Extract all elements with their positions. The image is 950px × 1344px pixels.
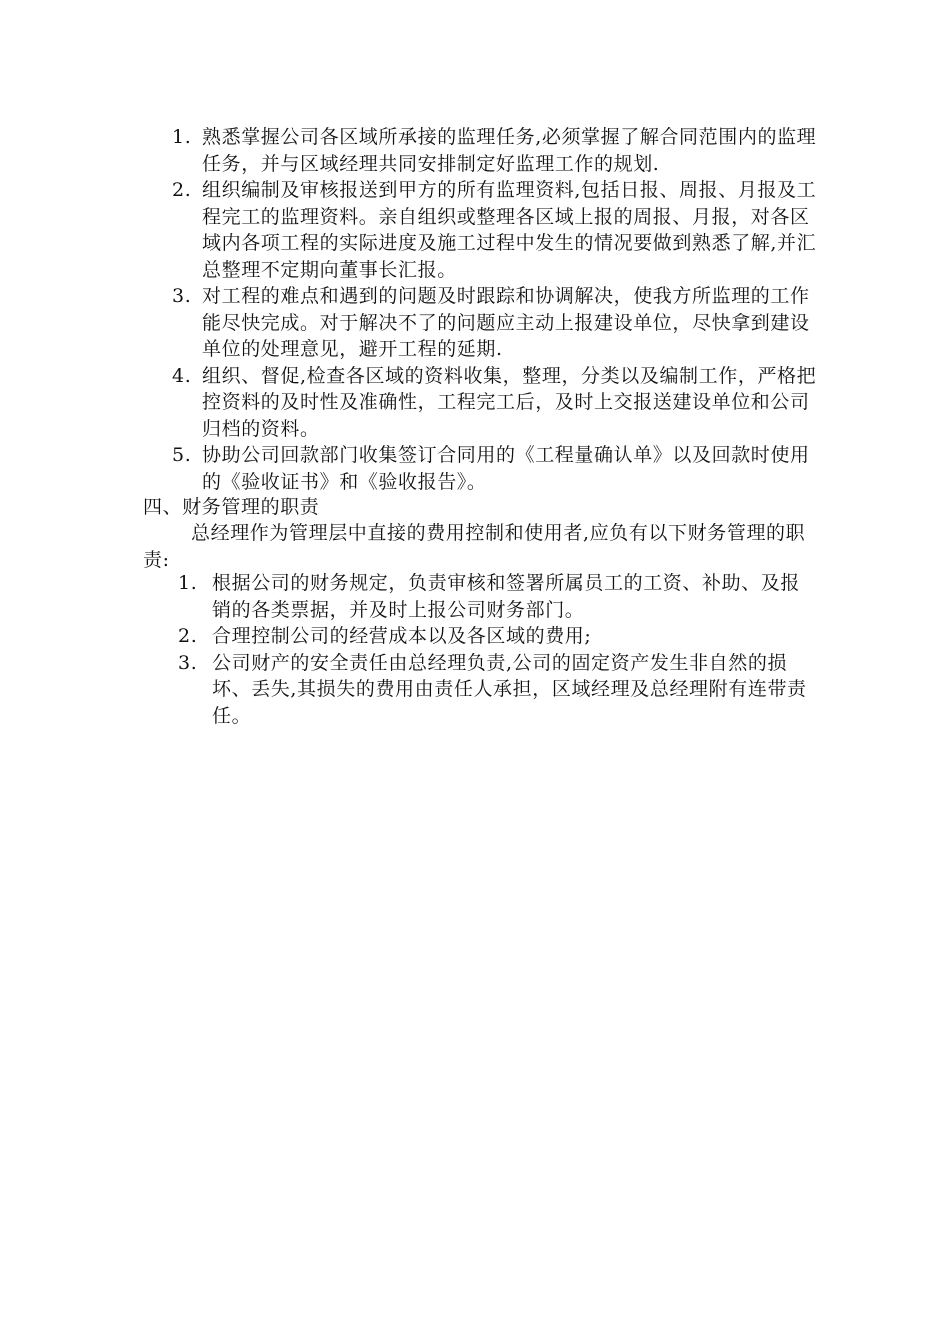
duties-list [172,124,822,495]
finance-duties-list [178,570,818,729]
item-number: 4. [172,364,192,387]
item-number: 1. [172,126,192,148]
item-number: 2. [178,625,198,647]
item-number: 3. [178,651,198,674]
list-item [178,623,818,650]
item-text: 组织编制及审核报送到甲方的所有监理资料,包括日报、周报、月报及工程完工的监理资料。亲自组织或整理各区域上报的周报、月报，对各区域内各项工程的实际进度及施工过程中发生的情况要做到熟悉了解,并汇总整理不定期向董事长汇报。 [202,179,817,281]
section-intro-paragraph: 总经理作为管理层中直接的费用控制和使用者,应负有以下财务管理的职责: [143,522,806,571]
item-number: 2. [172,179,192,201]
item-text: 合理控制公司的经营成本以及各区域的费用; [212,625,592,647]
item-text: 公司财产的安全责任由总经理负责,公司的固定资产发生非自然的损坏、丢失,其损失的费用由责任人承担，区域经理及总经理附有连带责任。 [212,651,807,727]
list-item [172,124,822,177]
list-item [172,177,822,283]
list-item [172,283,822,363]
item-text: 协助公司回款部门收集签订合同用的《工程量确认单》以及回款时使用的《验收证书》和《验收报告》。 [202,444,810,493]
list-item [178,570,818,623]
section-heading: 四、财务管理的职责 [143,496,320,518]
list-item [178,650,818,730]
list-item [172,442,822,495]
item-text: 组织、督促,检查各区域的资料收集，整理，分类以及编制工作，严格把控资料的及时性及准确性，工程完工后，及时上交报送建设单位和公司归档的资料。 [202,364,817,440]
list-item [172,363,822,443]
item-text: 根据公司的财务规定，负责审核和签署所属员工的工资、补助、及报销的各类票据，并及时上报公司财务部门。 [212,572,801,621]
item-text: 对工程的难点和遇到的问题及时跟踪和协调解决，使我方所监理的工作能尽快完成。对于解决不了的问题应主动上报建设单位，尽快拿到建设单位的处理意见，避开工程的延期. [202,285,810,360]
item-number: 1. [178,572,198,594]
item-text: 熟悉掌握公司各区域所承接的监理任务,必须掌握了解合同范围内的监理任务，并与区域经理共同安排制定好监理工作的规划. [202,126,817,175]
item-number: 3. [172,285,192,307]
item-number: 5. [172,444,192,466]
